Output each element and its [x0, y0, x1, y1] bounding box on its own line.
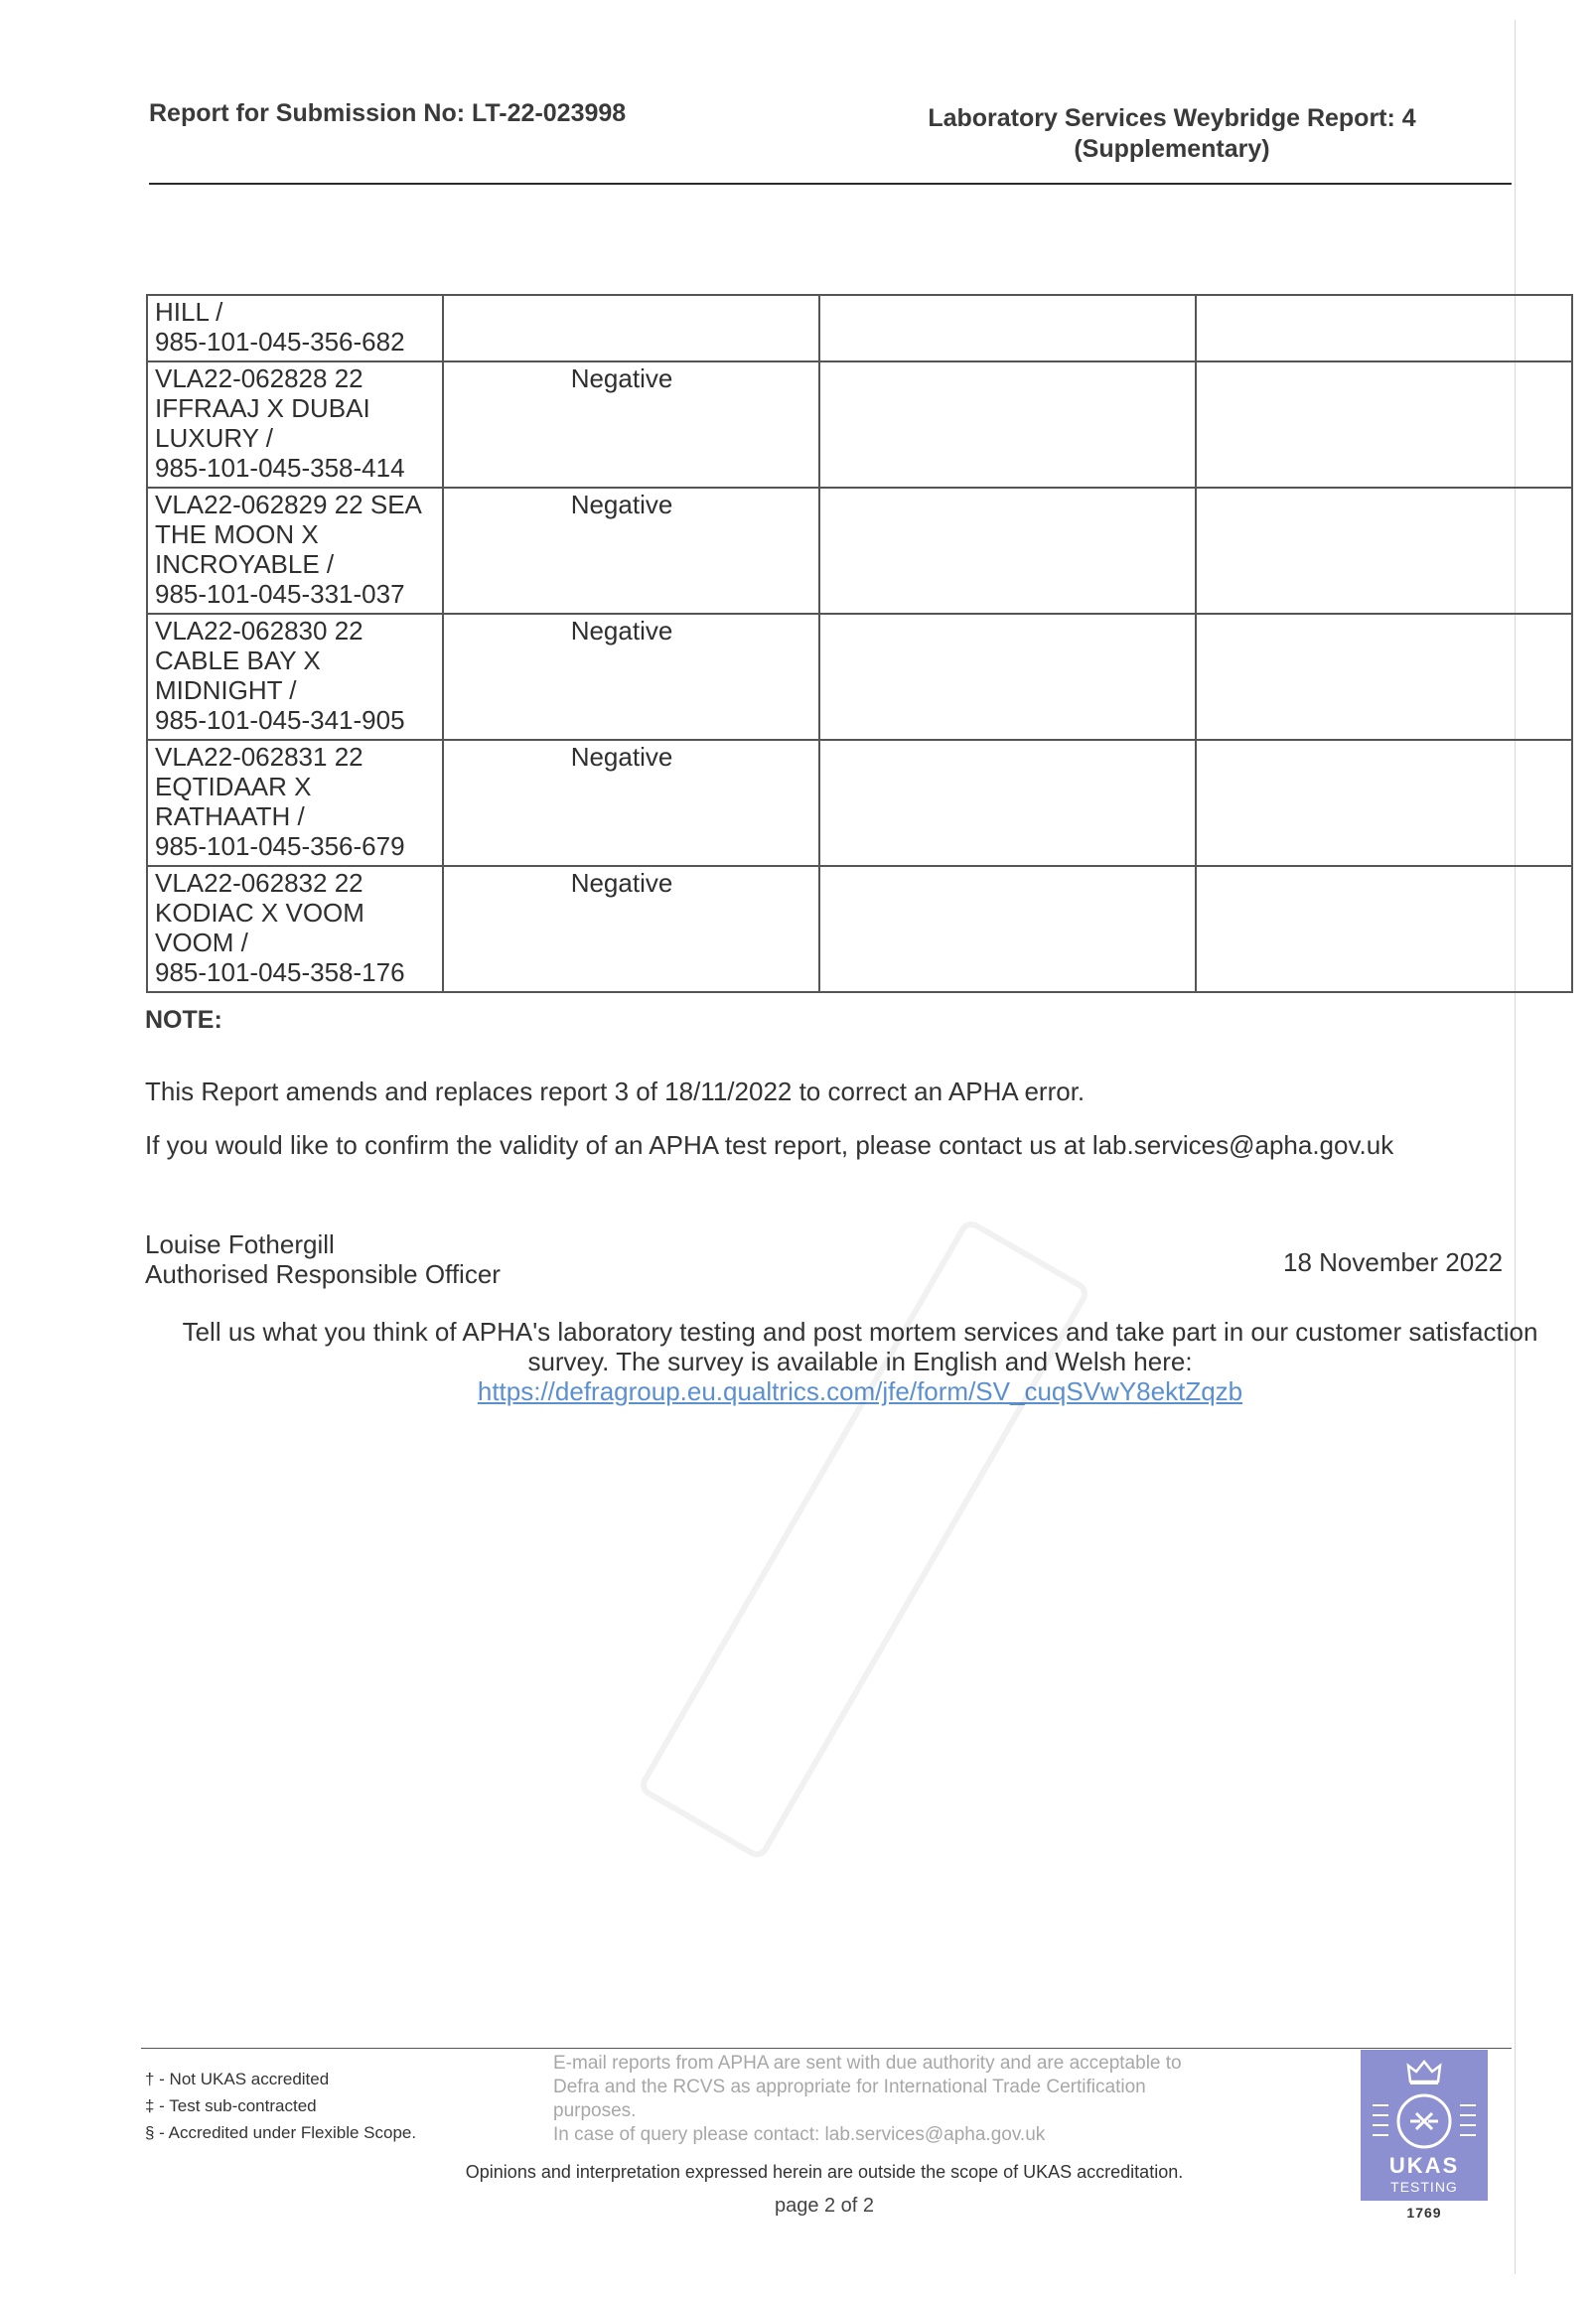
ukas-logo [1361, 2050, 1488, 2201]
survey-text-line2: survey. The survey is available in English and Welsh here: [527, 1347, 1193, 1376]
ukas-scope-statement: Opinions and interpretation expressed herein are outside the scope of UKAS accreditation. [465, 2162, 1184, 2182]
sample-id-cell [147, 361, 443, 488]
result-cell [443, 614, 819, 740]
result-cell [443, 361, 819, 488]
empty-cell [819, 361, 1196, 488]
results-table-body [147, 295, 1572, 992]
empty-cell [1196, 295, 1572, 361]
note-validity-text: If you would like to confirm the validity of an APHA test report, please contact us at lab.services@apha.gov.uk [145, 1130, 1394, 1160]
query-contact-line: In case of query please contact: lab.services@apha.gov.uk [553, 2124, 1046, 2145]
email-disclaimer-line: purposes. [553, 2100, 637, 2121]
sample-id-line: LUXURY / [155, 423, 273, 453]
result-cell [443, 740, 819, 866]
sample-id-line: VLA22-062830 22 [155, 616, 363, 646]
result-value: Negative [570, 868, 673, 898]
legend-item: § - Accredited under Flexible Scope. [145, 2123, 417, 2142]
sample-id-line: EQTIDAAR X [155, 772, 312, 801]
sample-id-line: THE MOON X [155, 519, 319, 549]
empty-cell [1196, 488, 1572, 614]
report-title-line2: (Supplementary) [1074, 135, 1270, 163]
sample-id-line: 985-101-045-356-682 [155, 327, 405, 357]
sample-id-line: MIDNIGHT / [155, 675, 297, 705]
table-row [147, 295, 1572, 361]
survey-link[interactable]: https://defragroup.eu.qualtrics.com/jfe/form/SV_cuqSVwY8ektZqzb [477, 1376, 1243, 1406]
report-title-header [874, 103, 1470, 165]
report-title-line1: Laboratory Services Weybridge Report: 4 [928, 104, 1416, 132]
empty-cell [819, 295, 1196, 361]
empty-cell [819, 488, 1196, 614]
sample-id-line: VLA22-062828 22 [155, 363, 363, 393]
email-disclaimer-line: Defra and the RCVS as appropriate for International Trade Certification [553, 2077, 1146, 2097]
ukas-accreditation-number: 1769 [1406, 2205, 1442, 2221]
result-value: Negative [570, 490, 673, 519]
empty-cell [819, 614, 1196, 740]
sample-id-line: HILL / [155, 297, 223, 327]
empty-cell [1196, 740, 1572, 866]
email-disclaimer [553, 2052, 1278, 2147]
sample-id-cell [147, 740, 443, 866]
empty-cell [1196, 866, 1572, 992]
sample-id-line: CABLE BAY X [155, 646, 321, 675]
submission-number-header: Report for Submission No: LT-22-023998 [149, 99, 627, 127]
sample-id-line: 985-101-045-331-037 [155, 579, 405, 609]
ukas-testing-text: TESTING [1390, 2179, 1458, 2195]
legend-item: ‡ - Test sub-contracted [145, 2096, 317, 2115]
empty-cell [1196, 361, 1572, 488]
sample-id-line: 985-101-045-358-176 [155, 957, 405, 987]
sample-id-line: IFFRAAJ X DUBAI [155, 393, 370, 423]
result-cell [443, 866, 819, 992]
table-row [147, 361, 1572, 488]
result-cell [443, 488, 819, 614]
sample-id-line: 985-101-045-356-679 [155, 831, 405, 861]
crown-icon [1406, 2058, 1442, 2085]
result-value: Negative [570, 363, 673, 393]
ukas-brand-text: UKAS [1388, 2153, 1460, 2178]
sample-id-line: VLA22-062832 22 [155, 868, 363, 898]
empty-cell [819, 740, 1196, 866]
sample-id-line: VLA22-062831 22 [155, 742, 363, 772]
sample-id-cell [147, 866, 443, 992]
empty-cell [1196, 614, 1572, 740]
sample-id-line: 985-101-045-341-905 [155, 705, 405, 735]
email-disclaimer-line: E-mail reports from APHA are sent with due authority and are acceptable to [553, 2053, 1182, 2074]
result-cell [443, 295, 819, 361]
watermark [417, 1142, 1311, 1937]
page-number: page 2 of 2 [774, 2195, 875, 2217]
results-table [146, 294, 1573, 993]
result-value: Negative [570, 616, 673, 646]
report-date: 18 November 2022 [1283, 1247, 1504, 1277]
ukas-tick-cross-icon [1394, 2091, 1454, 2151]
footer-rule [141, 2048, 1512, 2049]
sample-id-cell [147, 614, 443, 740]
sample-id-line: INCROYABLE / [155, 549, 335, 579]
note-amendment-text: This Report amends and replaces report 3 of 18/11/2022 to correct an APHA error. [145, 1077, 1086, 1106]
sample-id-line: VOOM / [155, 928, 248, 957]
table-row [147, 488, 1572, 614]
sample-id-line: KODIAC X VOOM [155, 898, 364, 928]
sample-id-cell [147, 488, 443, 614]
sample-id-line: VLA22-062829 22 SEA [155, 490, 422, 519]
table-row [147, 614, 1572, 740]
table-row [147, 866, 1572, 992]
signatory-title: Authorised Responsible Officer [145, 1259, 501, 1289]
empty-cell [819, 866, 1196, 992]
sample-id-cell [147, 295, 443, 361]
note-heading: NOTE: [145, 1006, 222, 1034]
table-row [147, 740, 1572, 866]
sample-id-line: RATHAATH / [155, 801, 305, 831]
legend-item: † - Not UKAS accredited [145, 2070, 330, 2088]
survey-text-line1: Tell us what you think of APHA's laboratory testing and post mortem services and take part in our customer satisfaction [182, 1317, 1538, 1347]
footer-legend [145, 2066, 416, 2146]
sample-id-line: 985-101-045-358-414 [155, 453, 405, 483]
result-value: Negative [570, 742, 673, 772]
header-rule [149, 183, 1512, 185]
signatory-name: Louise Fothergill [145, 1229, 335, 1259]
